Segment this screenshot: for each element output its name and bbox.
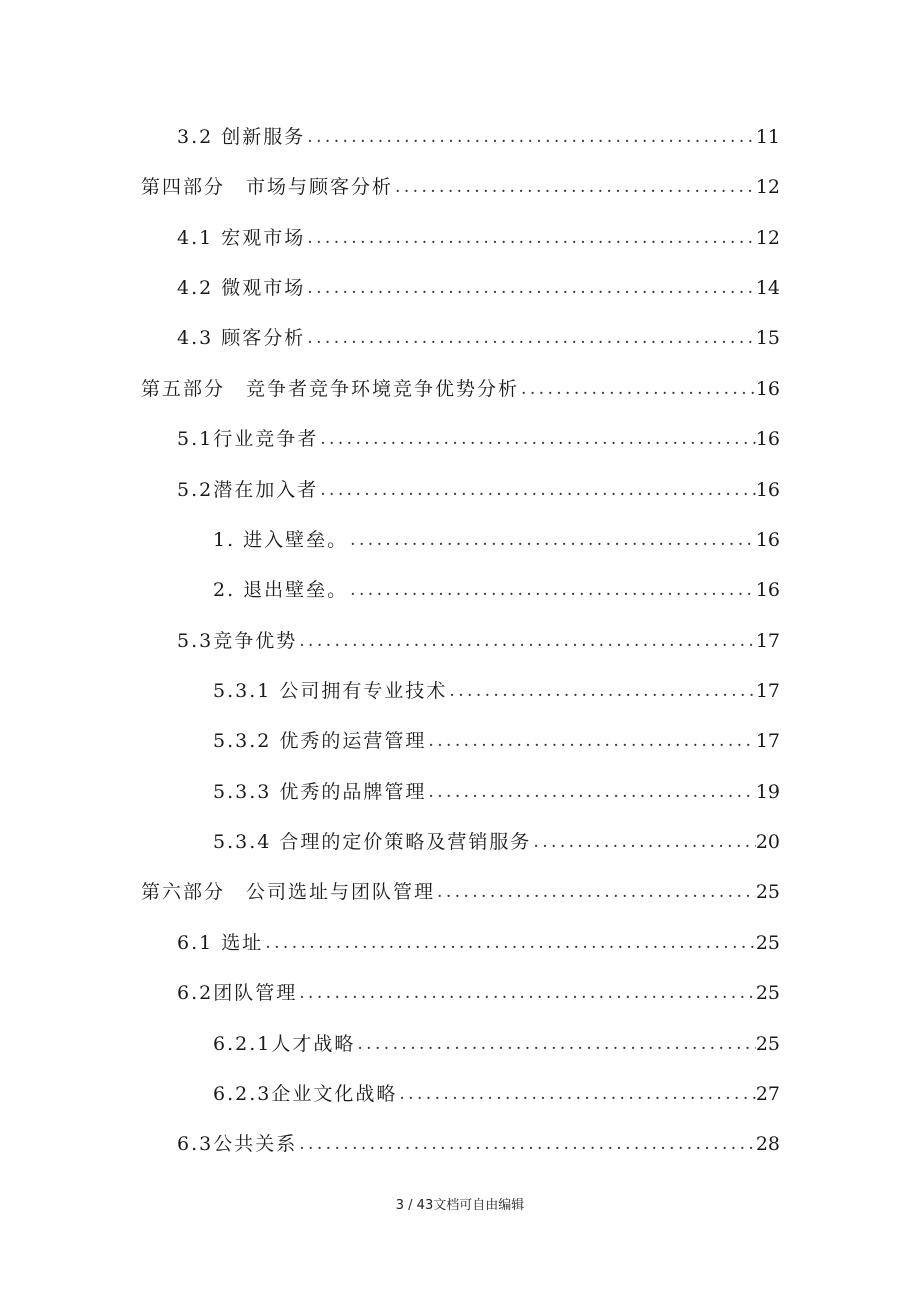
toc-entry-title: 4.1 宏观市场	[177, 227, 306, 249]
toc-entry[interactable]	[177, 1129, 780, 1159]
toc-entry-page: 16	[755, 529, 780, 551]
toc-dot-leader	[263, 928, 756, 958]
toc-entry-page: 16	[755, 579, 780, 601]
toc-entry-title: 4.2 微观市场	[177, 277, 306, 299]
toc-entry[interactable]	[177, 223, 780, 253]
toc-dot-leader	[297, 626, 756, 656]
toc-dot-leader	[393, 172, 756, 202]
toc-entry-page: 25	[755, 881, 780, 903]
toc-dot-leader	[305, 323, 756, 353]
toc-entry-page: 16	[755, 378, 780, 400]
toc-entry-page: 25	[755, 982, 780, 1004]
toc-entry[interactable]	[213, 575, 780, 605]
toc-entry-title: 第五部分 竞争者竞争环境竞争优势分析	[141, 378, 520, 400]
toc-entry-page: 28	[755, 1133, 780, 1155]
toc-entry[interactable]	[213, 726, 780, 756]
toc-entry-page: 19	[755, 781, 780, 803]
toc-dot-leader	[297, 1129, 756, 1159]
toc-entry-title: 第四部分 市场与顾客分析	[141, 176, 394, 198]
toc-entry-page: 25	[755, 932, 780, 954]
toc-entry[interactable]	[141, 172, 780, 202]
toc-dot-leader	[435, 877, 756, 907]
toc-entry-title: 6.2团队管理	[177, 982, 298, 1004]
toc-entry-title: 5.2潜在加入者	[177, 479, 319, 501]
toc-entry-page: 12	[755, 227, 780, 249]
toc-entry[interactable]	[141, 877, 780, 907]
toc-entry[interactable]	[213, 676, 780, 706]
toc-entry-title: 4.3 顾客分析	[177, 327, 306, 349]
toc-entry[interactable]	[177, 978, 780, 1008]
toc-entry[interactable]	[177, 273, 780, 303]
toc-dot-leader	[348, 525, 756, 555]
toc-entry-title: 5.3.1 公司拥有专业技术	[213, 680, 448, 702]
toc-entry-title: 5.3.4 合理的定价策略及营销服务	[213, 831, 532, 853]
toc-entry-page: 17	[755, 680, 780, 702]
toc-entry-page: 27	[755, 1083, 780, 1105]
toc-dot-leader	[426, 777, 755, 807]
toc-entry-title: 5.3.3 优秀的品牌管理	[213, 781, 427, 803]
toc-entry[interactable]	[141, 374, 780, 404]
toc-dot-leader	[355, 1029, 755, 1059]
toc-entry[interactable]	[213, 525, 780, 555]
toc-entry[interactable]	[213, 1079, 780, 1109]
toc-dot-leader	[531, 827, 755, 857]
toc-dot-leader	[519, 374, 756, 404]
toc-entry-title: 6.3公共关系	[177, 1133, 298, 1155]
toc-entry[interactable]	[213, 777, 780, 807]
toc-dot-leader	[305, 273, 756, 303]
toc-entry-page: 16	[755, 479, 780, 501]
toc-entry-title: 5.3竞争优势	[177, 630, 298, 652]
toc-entry-title: 5.1行业竞争者	[177, 428, 319, 450]
toc-entry[interactable]	[213, 1029, 780, 1059]
toc-entry-title: 2. 退出壁垒。	[213, 579, 349, 601]
toc-entry-page: 14	[755, 277, 780, 299]
toc-entry-page: 25	[755, 1033, 780, 1055]
toc-entry-title: 6.1 选址	[177, 932, 264, 954]
toc-entry[interactable]	[177, 122, 780, 152]
toc-entry-page: 12	[755, 176, 780, 198]
toc-entry-page: 17	[755, 630, 780, 652]
toc-dot-leader	[447, 676, 755, 706]
toc-entry-title: 1. 进入壁垒。	[213, 529, 349, 551]
page-footer: 3 / 43文档可自由编辑	[395, 1198, 525, 1213]
toc-entry[interactable]	[177, 475, 780, 505]
toc-dot-leader	[318, 475, 756, 505]
toc-entry-page: 17	[755, 730, 780, 752]
toc-entry-title: 6.2.1人才战略	[213, 1033, 356, 1055]
toc-entry[interactable]	[177, 323, 780, 353]
toc-entry-title: 5.3.2 优秀的运营管理	[213, 730, 427, 752]
toc-dot-leader	[305, 122, 756, 152]
toc-entry-page: 15	[755, 327, 780, 349]
toc-entry-title: 3.2 创新服务	[177, 126, 306, 148]
toc-entry-title: 第六部分 公司选址与团队管理	[141, 881, 436, 903]
toc-entry-page: 11	[755, 126, 780, 148]
toc-entry-page: 20	[755, 831, 780, 853]
toc-entry[interactable]	[177, 626, 780, 656]
toc-dot-leader	[348, 575, 756, 605]
toc-dot-leader	[297, 978, 756, 1008]
toc-dot-leader	[318, 424, 756, 454]
toc-dot-leader	[397, 1079, 755, 1109]
toc-entry[interactable]	[177, 424, 780, 454]
toc-entry[interactable]	[177, 928, 780, 958]
toc-entry-title: 6.2.3企业文化战略	[213, 1083, 398, 1105]
toc-dot-leader	[305, 223, 756, 253]
toc-entry-page: 16	[755, 428, 780, 450]
toc-entry[interactable]	[213, 827, 780, 857]
toc-dot-leader	[426, 726, 755, 756]
